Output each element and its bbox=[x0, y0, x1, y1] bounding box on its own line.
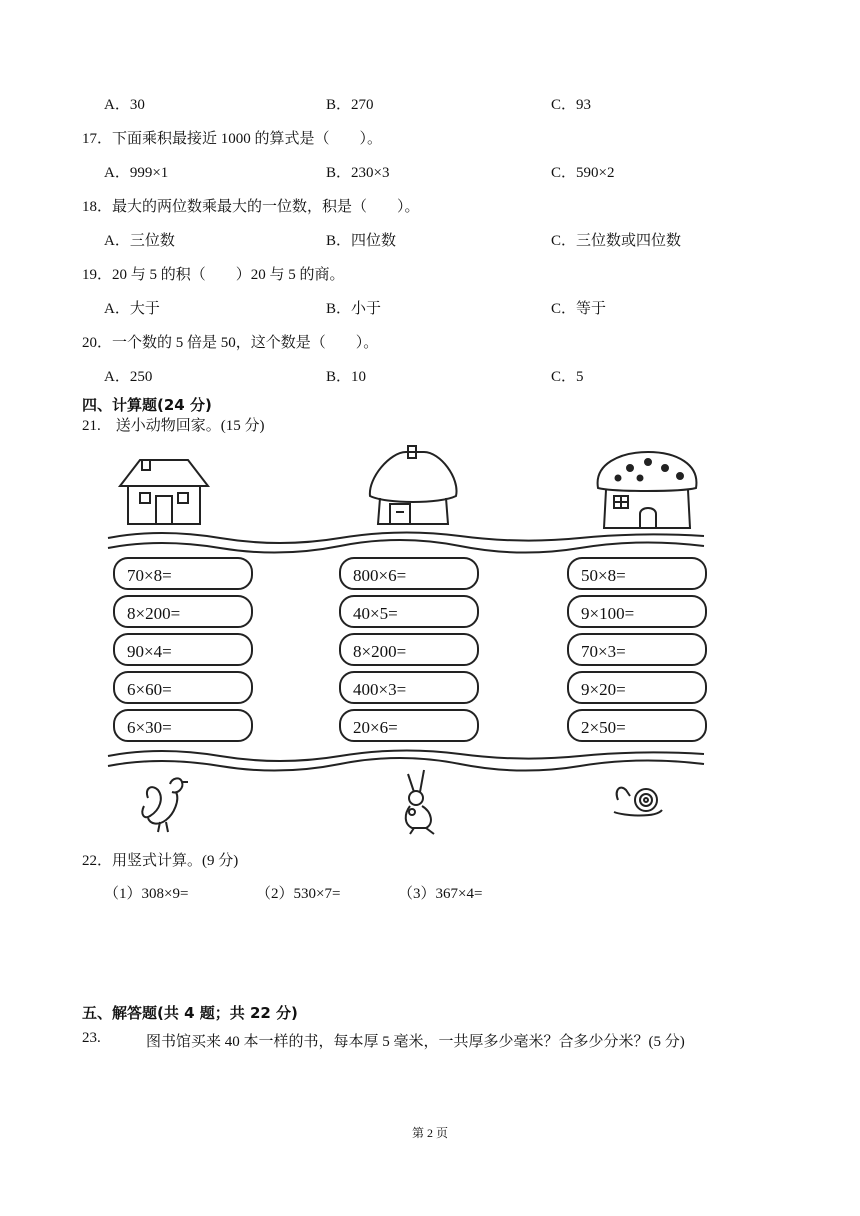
equation-col3-1: 50×8= bbox=[581, 566, 626, 585]
mushroom-house-icon bbox=[598, 452, 697, 528]
equation-col2-1: 800×6= bbox=[353, 566, 407, 585]
q19-option-b: B．小于 bbox=[326, 301, 382, 317]
page-number: 第 2 页 bbox=[411, 1126, 448, 1140]
equation-col1-5: 6×30= bbox=[127, 718, 172, 737]
q17-stem: 17．下面乘积最接近 1000 的算式是（ ）。 bbox=[82, 131, 383, 147]
q18-option-b: B．四位数 bbox=[326, 233, 397, 249]
equation-col3-5: 2×50= bbox=[581, 718, 626, 737]
equation-col3-4: 9×20= bbox=[581, 680, 626, 699]
equation-col2-4: 400×3= bbox=[353, 680, 407, 699]
q16-option-c: C．93 bbox=[551, 97, 592, 113]
q23-number: 23. bbox=[82, 1030, 101, 1046]
rabbit-icon bbox=[406, 770, 434, 834]
q19-option-a: A．大于 bbox=[104, 301, 160, 317]
q23-text: 图书馆买来 40 本一样的书，每本厚 5 毫米，一共厚多少毫米？合多少分米？(5 分) bbox=[146, 1034, 685, 1050]
q22-item-3: （3）367×4= bbox=[398, 886, 483, 902]
q20-stem: 20．一个数的 5 倍是 50，这个数是（ ）。 bbox=[82, 335, 379, 351]
q22-item-1: （1）308×9= bbox=[104, 886, 189, 902]
equation-col2-5: 20×6= bbox=[353, 718, 398, 737]
equation-col1-2: 8×200= bbox=[127, 604, 181, 623]
section-4-heading: 四、计算题(24 分) bbox=[82, 396, 212, 414]
equation-col2-2: 40×5= bbox=[353, 604, 398, 623]
equation-col1-4: 6×60= bbox=[127, 680, 172, 699]
q17-option-c: C．590×2 bbox=[551, 165, 615, 181]
section-5-heading: 五、解答题(共 4 题；共 22 分) bbox=[82, 1004, 298, 1022]
equation-col3-3: 70×3= bbox=[581, 642, 626, 661]
equation-col3-2: 9×100= bbox=[581, 604, 635, 623]
q22-stem: 22．用竖式计算。(9 分) bbox=[82, 853, 239, 869]
equation-col2-3: 8×200= bbox=[353, 642, 407, 661]
q19-option-c: C．等于 bbox=[551, 301, 607, 317]
q17-option-b: B．230×3 bbox=[326, 165, 390, 181]
q18-option-c: C．三位数或四位数 bbox=[551, 233, 682, 249]
top-river bbox=[108, 532, 704, 552]
q22-item-2: （2）530×7= bbox=[256, 886, 341, 902]
q20-option-a: A．250 bbox=[104, 369, 153, 385]
q20-option-c: C．5 bbox=[551, 369, 584, 385]
snail-icon bbox=[614, 788, 662, 816]
q18-stem: 18．最大的两位数乘最大的一位数，积是（ ）。 bbox=[82, 199, 420, 215]
q16-option-a: A．30 bbox=[104, 97, 145, 113]
q21-stem: 21. 送小动物回家。(15 分) bbox=[82, 418, 265, 434]
animals-home-figure bbox=[100, 438, 720, 838]
q18-option-a: A．三位数 bbox=[104, 233, 175, 249]
chicken-icon bbox=[142, 778, 188, 832]
equation-col1-1: 70×8= bbox=[127, 566, 172, 585]
q17-option-a: A．999×1 bbox=[104, 165, 169, 181]
q16-option-b: B．270 bbox=[326, 97, 374, 113]
equation-col1-3: 90×4= bbox=[127, 642, 172, 661]
q20-option-b: B．10 bbox=[326, 369, 367, 385]
house-icon bbox=[120, 460, 208, 524]
q19-stem: 19．20 与 5 的积（ ）20 与 5 的商。 bbox=[82, 267, 345, 283]
bottom-river bbox=[108, 750, 704, 770]
cottage-icon bbox=[370, 446, 457, 524]
